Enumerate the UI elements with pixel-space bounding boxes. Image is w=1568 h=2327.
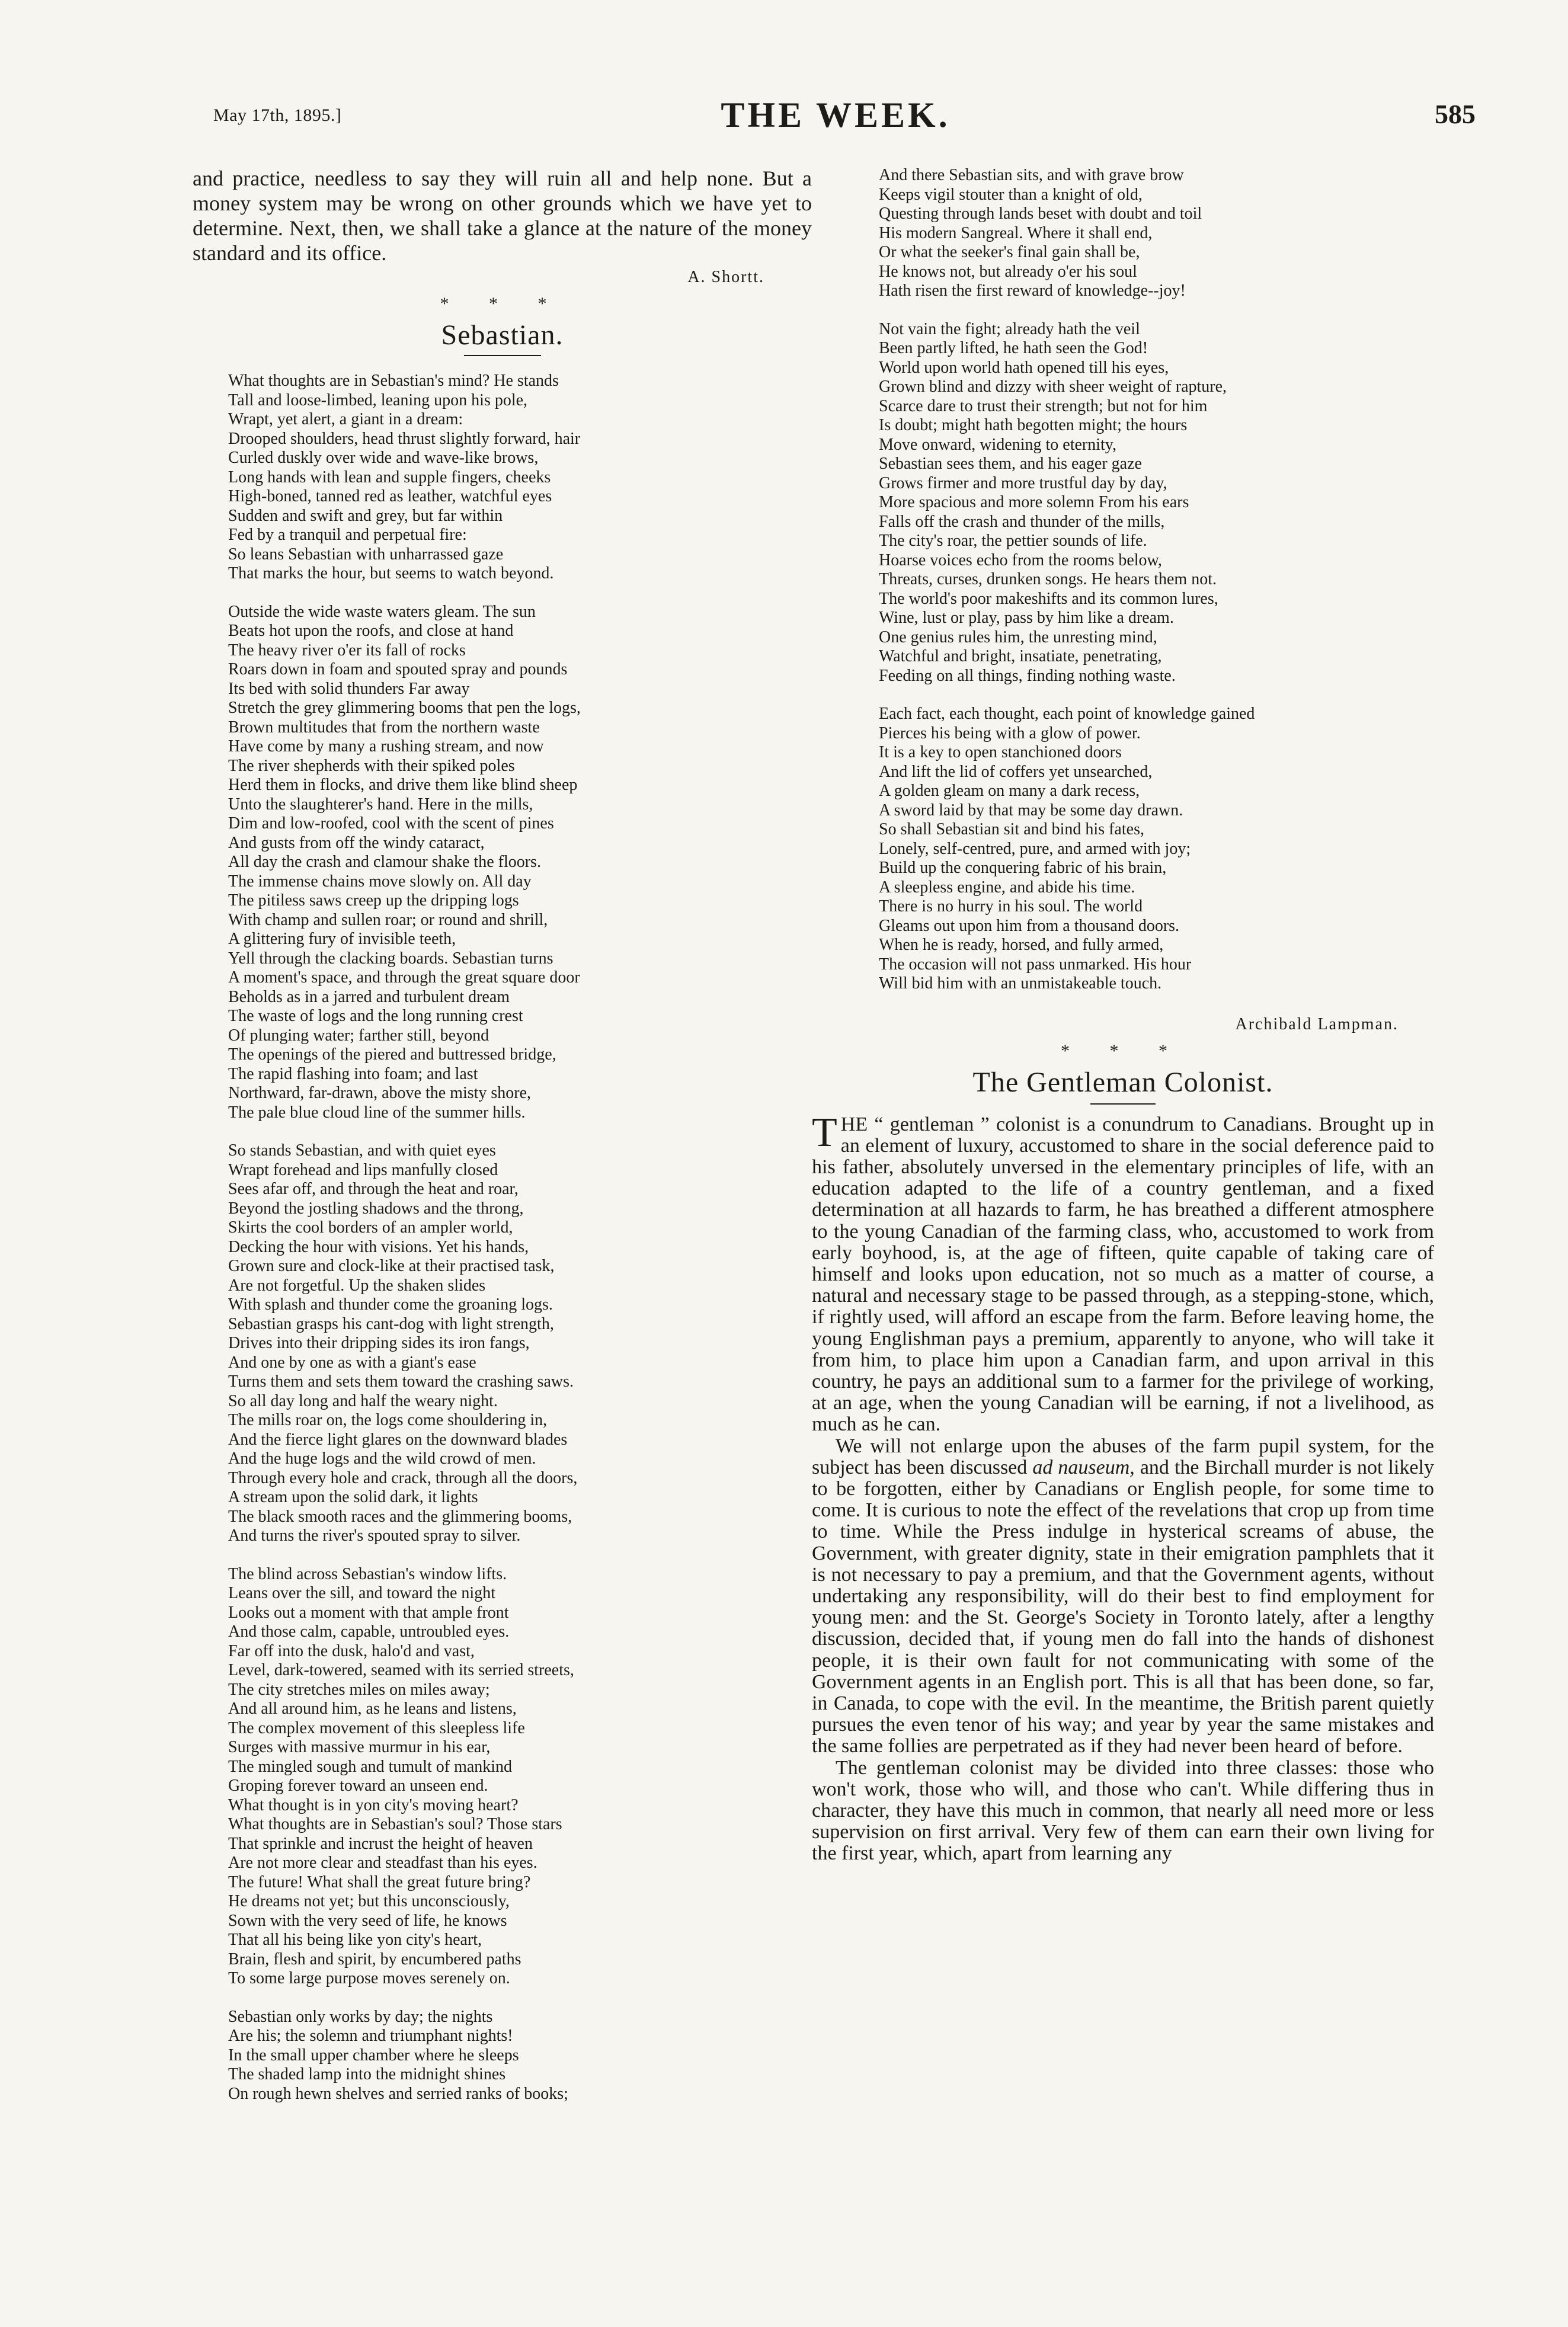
poem-line: Leans over the sill, and toward the night (228, 1584, 495, 1602)
poem-line: Are his; the solemn and triumphant nights! (228, 2027, 513, 2045)
poem-line: Herd them in flocks, and drive them like blind sheep (228, 776, 578, 794)
poem-signature: Archibald Lampman. (1235, 1014, 1399, 1033)
poem-line: What thoughts are in Sebastian's soul? Those stars (228, 1815, 562, 1833)
poem-line: The heavy river o'er its fall of rocks (228, 641, 466, 660)
poem-line: A sword laid by that may be some day drawn. (879, 801, 1183, 820)
poem-line: That all his being like yon city's heart, (228, 1931, 482, 1949)
poem-line: The complex movement of this sleepless life (228, 1718, 525, 1737)
poem-line: Not vain the fight; already hath the veil (879, 319, 1140, 338)
poem-line: Grows firmer and more trustful day by day, (879, 473, 1167, 492)
article-paragraph (812, 1436, 1434, 1758)
poem-line: Groping forever toward an unseen end. (228, 1777, 488, 1795)
poem-line: Of plunging water; farther still, beyond (228, 1026, 489, 1045)
poem-line: Yell through the clacking boards. Sebastian turns (228, 949, 553, 968)
poem-line: A golden gleam on many a dark recess, (879, 782, 1140, 800)
section-asterism: * * * (440, 294, 565, 313)
poem-line: Level, dark-towered, seamed with its serried streets, (228, 1661, 574, 1679)
poem-line: Its bed with solid thunders Far away (228, 679, 470, 698)
poem-line: Long hands with lean and supple fingers, cheeks (228, 468, 551, 486)
poem-line: Watchful and bright, insatiate, penetrating, (879, 647, 1162, 665)
poem-line: Threats, curses, drunken songs. He hears them not. (879, 570, 1217, 588)
poem-line: And the fierce light glares on the downward blades (228, 1430, 568, 1449)
poem-line: More spacious and more solemn From his ears (879, 493, 1189, 511)
article-title: The Gentleman Colonist. (972, 1066, 1273, 1098)
poem-line: The rapid flashing into foam; and last (228, 1064, 478, 1083)
poem-line: Move onward, widening to eternity, (879, 435, 1116, 454)
poem-line: The river shepherds with their spiked poles (228, 756, 515, 775)
poem-line: Sebastian grasps his cant-dog with light strength, (228, 1314, 554, 1333)
paragraph-text: We will not enlarge upon the abuses of the farm pupil system, for the subject has been discussed (812, 1435, 1434, 1478)
poem-line: Sudden and swift and grey, but far within (228, 506, 503, 525)
poem-line: All day the crash and clamour shake the floors. (228, 853, 541, 871)
poem-line: Sees afar off, and through the heat and roar, (228, 1180, 519, 1198)
poem-line: Through every hole and crack, through all the doors, (228, 1468, 578, 1487)
poem-line: Grown blind and dizzy with sheer weight of rapture, (879, 377, 1227, 396)
paragraph-text: and the Birchall murder is not likely to be forgotten, either by Canadians or English people, for some time to come. It is curious to note the effect of the revelations that crop up from time to time. While the Press indulge in hysterical screams of abuse, the Government, with greater dignity, state in their emigration pamphlets that it is not necessary to pay a premium, and that the Government agents, without undertaking any responsibility, will do their best to find employment for young men: and the St. George's Society in Toronto lately, after a lengthy discussion, decided that, if young men do fall into the hands of dishonest people, it is their own fault for not communicating with some of the Government agents in an English port. This is all that has been done, so far, in Canada, to cope with the evil. In the meantime, the British parent quietly pursues the even tenor of his way; and year by year the same mistakes and the same follies are perpetrated as if they had never been heard of before. (812, 1456, 1434, 1758)
page-number: 585 (1435, 99, 1476, 129)
poem-line: Outside the wide waste waters gleam. The sun (228, 602, 536, 621)
author-signature: A. Shortt. (687, 268, 764, 286)
poem-line: Grown sure and clock-like at their practised task, (228, 1257, 555, 1275)
poem-line: Lonely, self-centred, pure, and armed with joy; (879, 839, 1191, 858)
poem-line: Hoarse voices echo from the rooms below, (879, 550, 1162, 569)
title-rule (464, 355, 541, 356)
poem-line: He knows not, but already o'er his soul (879, 262, 1137, 281)
paragraph-text: HE “ gentleman ” colonist is a conundrum to Canadians. Brought up in an element of luxury, accustomed to share in the social deference paid to his father, absolutely unversed in the elementary principles of life, with an education adapted to the life of a country gentleman, and a fixed determination at all hazards to farm, he has breathed a different atmosphere to the young Canadian of the farming class, who, accustomed to work from early boyhood, is, at the age of fifteen, quite capable of taking care of himself and looks upon education, not so much as a matter of course, a natural and necessary stage to be passed through, as a stepping-stone, which, if rightly used, will afford an escape from the farm. Before leaving home, the young Englishman pays a premium, apparently to anyone, who will take it from him, to place him upon a Canadian farm, and upon arrival in this country, he pays an additional sum to a farmer for the privilege of working, at an age, when the young Canadian will be earning, if not a livelihood, as much as he can. (812, 1113, 1434, 1436)
poem-line: Beyond the jostling shadows and the throng, (228, 1199, 524, 1218)
right-column (812, 166, 1434, 1865)
poem-line: A sleepless engine, and abide his time. (879, 878, 1135, 897)
poem-line: So shall Sebastian sit and bind his fates, (879, 820, 1144, 838)
poem-line: Unto the slaughterer's hand. Here in the mills, (228, 795, 533, 814)
poem-line: The pitiless saws creep up the dripping logs (228, 891, 519, 910)
poem-line: Looks out a moment with that ample front (228, 1603, 509, 1622)
poem-line: A moment's space, and through the great square door (228, 968, 580, 987)
poem-line: World upon world hath opened till his eyes, (879, 358, 1169, 377)
poem-line: The world's poor makeshifts and its common lures, (879, 589, 1218, 608)
poem-line: The pale blue cloud line of the summer hills. (228, 1103, 526, 1122)
poem-line: Sown with the very seed of life, he knows (228, 1911, 507, 1930)
publication-title: THE WEEK. (721, 95, 951, 135)
poem-line: The immense chains move slowly on. All day (228, 872, 532, 891)
poem-line: And gusts from off the windy cataract, (228, 833, 485, 852)
poem-line: Each fact, each thought, each point of knowledge gained (879, 705, 1255, 723)
poem-line: And the huge logs and the wild crowd of men. (228, 1449, 536, 1468)
poem-line: Sebastian sees them, and his eager gaze (879, 454, 1142, 473)
poem-line: Or what the seeker's final gain shall be, (879, 243, 1140, 261)
poem-line: Curled duskly over wide and wave-like brows, (228, 449, 539, 467)
poem-line: Fed by a tranquil and perpetual fire: (228, 526, 467, 544)
poem-stanza (228, 1565, 812, 1989)
poem-line: It is a key to open stanchioned doors (879, 743, 1122, 761)
poem-line: Scarce dare to trust their strength; but not for him (879, 396, 1208, 415)
poem-line: So all day long and half the weary night. (228, 1391, 498, 1410)
poem-line: The occasion will not pass unmarked. His hour (879, 955, 1192, 974)
poem-line: Dim and low-roofed, cool with the scent of pines (228, 814, 554, 833)
poem-line: And turns the river's spouted spray to silver. (228, 1526, 521, 1545)
poem-line: Surges with massive murmur in his ear, (228, 1738, 491, 1756)
poem-line: Beholds as in a jarred and turbulent dream (228, 987, 510, 1006)
poem-stanza (879, 166, 1434, 301)
poem-line: Hath risen the first reward of knowledge--joy! (879, 281, 1186, 300)
poem-stanza (228, 2008, 812, 2104)
poem-line: Wine, lust or play, pass by him like a dream. (879, 609, 1174, 627)
poem-line: With splash and thunder come the groaning logs. (228, 1295, 553, 1314)
poem-line: Keeps vigil stouter than a knight of old, (879, 185, 1143, 204)
poem-line: He dreams not yet; but this unconsciously, (228, 1892, 510, 1910)
poem-line: The black smooth races and the glimmering booms, (228, 1507, 572, 1526)
poem-line: On rough hewn shelves and serried ranks of books; (228, 2084, 568, 2103)
poem-line: The city's roar, the pettier sounds of life. (879, 532, 1147, 550)
poem-line: The shaded lamp into the midnight shines (228, 2065, 506, 2083)
poem-right-column (879, 166, 1434, 994)
poem-left-column (228, 372, 812, 2104)
poem-line: Are not more clear and steadfast than his eyes. (228, 1854, 537, 1872)
poem-line: In the small upper chamber where he sleeps (228, 2046, 519, 2064)
poem-line: Roars down in foam and spouted spray and pounds (228, 660, 568, 678)
poem-line: The waste of logs and the long running crest (228, 1007, 523, 1025)
poem-line: Skirts the cool borders of an ampler world, (228, 1218, 513, 1237)
poem-line: Will bid him with an unmistakeable touch. (879, 974, 1162, 993)
section-asterism-2: * * * (1061, 1041, 1185, 1061)
article-continuation: and practice, needless to say they will ruin all and help none. But a money system may be wrong on other grounds which we have yet to determine. Next, then, we shall take a glance at the nature of the money standard and its office. (193, 167, 812, 265)
poem-line: Wrapt, yet alert, a giant in a dream: (228, 410, 463, 428)
poem-line: Far off into the dusk, halo'd and vast, (228, 1641, 475, 1660)
article-paragraph (812, 1758, 1434, 1865)
left-column (193, 166, 812, 2123)
poem-line: So leans Sebastian with unharrassed gaze (228, 545, 504, 564)
poem-line: Drooped shoulders, head thrust slightly forward, hair (228, 429, 581, 448)
poem-stanza (879, 320, 1434, 686)
poem-line: Build up the conquering fabric of his brain, (879, 859, 1167, 877)
poem-line: Is doubt; might hath begotten might; the hours (879, 416, 1188, 434)
poem-line: One genius rules him, the unresting mind, (879, 628, 1157, 646)
poem-stanza (228, 372, 812, 584)
article-title-rule (1090, 1103, 1156, 1105)
poem-line: Brain, flesh and spirit, by encumbered paths (228, 1950, 521, 1968)
poem-line: Gleams out upon him from a thousand doors. (879, 916, 1180, 935)
poem-line: Wrapt forehead and lips manfully closed (228, 1160, 498, 1179)
poem-line: The future! What shall the great future bring? (228, 1873, 531, 1891)
poem-line: Decking the hour with visions. Yet his hands, (228, 1237, 529, 1256)
poem-line: Been partly lifted, he hath seen the God! (879, 339, 1148, 357)
issue-date: May 17th, 1895.] (213, 105, 342, 125)
poem-line: When he is ready, horsed, and fully armed, (879, 936, 1164, 954)
poem-line: What thoughts are in Sebastian's mind? He stands (228, 372, 559, 390)
poem-line: And there Sebastian sits, and with grave brow (879, 166, 1184, 184)
poem-line: To some large purpose moves serenely on. (228, 1969, 510, 1987)
poem-title: Sebastian. (441, 319, 564, 351)
latin-phrase: ad nauseum, (1032, 1456, 1135, 1478)
poem-line: And all around him, as he leans and listens, (228, 1699, 517, 1718)
drop-cap: T (812, 1109, 837, 1156)
poem-line: High-boned, tanned red as leather, watchful eyes (228, 487, 552, 505)
poem-line: Falls off the crash and thunder of the mills, (879, 512, 1165, 531)
poem-line: Sebastian only works by day; the nights (228, 2007, 493, 2026)
poem-line: Drives into their dripping sides its iron fangs, (228, 1334, 530, 1352)
poem-line: So stands Sebastian, and with quiet eyes (228, 1141, 496, 1160)
poem-line: Beats hot upon the roofs, and close at hand (228, 622, 514, 640)
poem-line: The city stretches miles on miles away; (228, 1680, 490, 1699)
poem-line: A glittering fury of invisible teeth, (228, 930, 456, 948)
poem-line: With champ and sullen roar; or round and shrill, (228, 910, 548, 929)
poem-line: That marks the hour, but seems to watch beyond. (228, 564, 554, 582)
poem-line: And lift the lid of coffers yet unsearched, (879, 762, 1153, 781)
poem-line: Tall and loose-limbed, leaning upon his pole, (228, 390, 528, 409)
poem-line: Turns them and sets them toward the crashing saws. (228, 1372, 574, 1391)
poem-line: And those calm, capable, untroubled eyes. (228, 1622, 510, 1641)
poem-line: There is no hurry in his soul. The world (879, 897, 1143, 916)
poem-stanza (228, 1141, 812, 1546)
poem-line: Have come by many a rushing stream, and now (228, 737, 544, 756)
poem-line: What thought is in yon city's moving heart? (228, 1795, 519, 1814)
poem-line: The blind across Sebastian's window lifts. (228, 1564, 507, 1583)
poem-line: That sprinkle and incrust the height of heaven (228, 1834, 533, 1853)
poem-line: Questing through lands beset with doubt and toil (879, 204, 1202, 223)
article-paragraph (812, 1109, 1434, 1436)
poem-line: And one by one as with a giant's ease (228, 1353, 476, 1372)
poem-stanza (879, 705, 1434, 994)
paragraph-text: The gentleman colonist may be divided into three classes: those who won't work, those who will, and those who can't. While differing thus in character, they have this much in common, that nearly all need more or less supervision on first arrival. Very few of them can earn their own living for the first year, which, apart from learning any (812, 1756, 1434, 1865)
poem-line: Northward, far-drawn, above the misty shore, (228, 1084, 532, 1102)
poem-line: A stream upon the solid dark, it lights (228, 1488, 478, 1506)
poem-line: The mills roar on, the logs come shouldering in, (228, 1411, 548, 1429)
poem-line: His modern Sangreal. Where it shall end, (879, 223, 1153, 242)
poem-line: The mingled sough and tumult of mankind (228, 1757, 513, 1776)
page-header (196, 95, 1476, 142)
poem-line: Feeding on all things, finding nothing waste. (879, 666, 1176, 685)
poem-line: Brown multitudes that from the northern waste (228, 718, 540, 737)
poem-line: Are not forgetful. Up the shaken slides (228, 1276, 486, 1295)
poem-stanza (228, 603, 812, 1123)
poem-line: Pierces his being with a glow of power. (879, 724, 1141, 742)
poem-line: The openings of the piered and buttressed bridge, (228, 1045, 556, 1064)
article-body (812, 1109, 1434, 1865)
poem-line: Stretch the grey glimmering booms that pen the logs, (228, 699, 581, 717)
